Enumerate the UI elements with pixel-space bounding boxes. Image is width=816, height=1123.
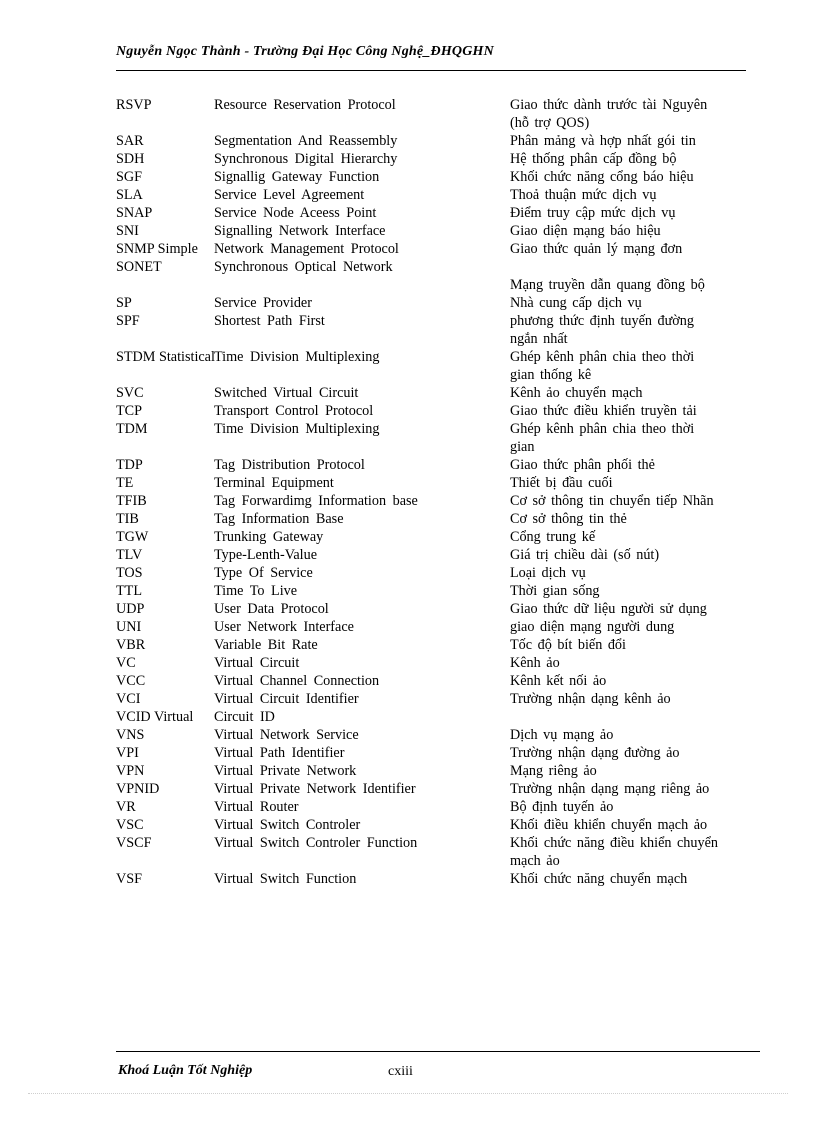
vietnamese-term: Bộ định tuyến ảo [510,799,614,815]
abbreviation-row [116,636,736,654]
abbreviation: TOS [116,565,143,581]
abbreviation: SNI [116,223,139,239]
vietnamese-term: Giao thức điều khiển truyền tải [510,403,697,419]
abbreviation: VSCF [116,835,152,851]
vietnamese-term: Dịch vụ mạng ảo [510,727,614,743]
abbreviation: SGF [116,169,143,185]
abbreviation: TGW [116,529,149,545]
english-term: Service Node Aceess Point [214,205,377,221]
abbreviation: SP [116,295,132,311]
abbreviation-row [116,708,736,726]
vietnamese-term: Trường nhận dạng đường ảo [510,745,680,761]
vietnamese-term: Khối điều khiển chuyển mạch ảo [510,817,708,833]
english-term: Variable Bit Rate [214,637,318,653]
abbreviation: STDM Statistical [116,349,215,365]
abbreviation: SNMP Simple [116,241,198,257]
abbreviation-row [116,222,736,240]
english-term: Segmentation And Reassembly [214,133,398,149]
abbreviation-row [116,726,736,744]
abbreviation: SDH [116,151,145,167]
abbreviation-row [116,312,736,348]
footer-text: Khoá Luận Tốt Nghiệp [118,1063,253,1078]
abbreviation: UNI [116,619,142,635]
vietnamese-term: Cơ sở thông tin thẻ [510,511,627,527]
english-term: Virtual Router [214,799,299,815]
abbreviation: VBR [116,637,146,653]
abbreviation-row [116,96,736,132]
vietnamese-term: phương thức định tuyến đường ngắn nhất [510,313,694,348]
vietnamese-term: Khối chức năng điều khiển chuyển mạch ảo [510,835,718,870]
vietnamese-term: Tốc độ bít biến đổi [510,637,626,653]
abbreviation: TLV [116,547,143,563]
abbreviation: SNAP [116,205,153,221]
abbreviation-row [116,816,736,834]
abbreviation: VPNID [116,781,160,797]
abbreviation: SPF [116,313,140,329]
vietnamese-term: Ghép kênh phân chia theo thời gian thống kê [510,349,695,384]
abbreviation-row [116,618,736,636]
abbreviation: VR [116,799,136,815]
english-term: Signalling Network Interface [214,223,386,239]
vietnamese-term: Loại dịch vụ [510,565,586,581]
page-break-line [28,1093,788,1094]
abbreviation-row [116,600,736,618]
abbreviation-row [116,186,736,204]
abbreviation-list [116,96,736,888]
abbreviation-row [116,870,736,888]
vietnamese-term: Ghép kênh phân chia theo thời gian [510,421,695,456]
vietnamese-term: Giao thức quản lý mạng đơn [510,241,683,257]
abbreviation-row [116,132,736,150]
abbreviation-row [116,528,736,546]
abbreviation-row [116,762,736,780]
abbreviation: TIB [116,511,139,527]
abbreviation-row [116,474,736,492]
vietnamese-term: Khối chức năng cổng báo hiệu [510,169,694,185]
abbreviation: TTL [116,583,142,599]
vietnamese-term: Giá trị chiều dài (số nút) [510,547,660,563]
abbreviation: TE [116,475,134,491]
abbreviation-row [116,744,736,762]
english-term: Tag Forwardimg Information base [214,493,418,509]
english-term: Synchronous Optical Network [214,259,393,275]
abbreviation-row [116,780,736,798]
vietnamese-term: Nhà cung cấp dịch vụ [510,295,642,311]
abbreviation-row [116,546,736,564]
english-term: Virtual Switch Controler [214,817,361,833]
abbreviation: VCID Virtual [116,709,194,725]
vietnamese-term: Mạng riêng ảo [510,763,597,779]
english-term: Type-Lenth-Value [214,547,318,563]
english-term: Time Division Multiplexing [214,421,380,437]
english-term: Transport Control Protocol [214,403,374,419]
abbreviation: VPN [116,763,145,779]
english-term: Time Division Multiplexing [214,349,380,365]
abbreviation-row [116,258,736,294]
english-term: Switched Virtual Circuit [214,385,359,401]
vietnamese-term: giao diện mạng người dung [510,619,675,635]
abbreviation-row [116,834,736,870]
abbreviation-row [116,384,736,402]
english-term: Virtual Private Network Identifier [214,781,416,797]
page-number: cxiii [388,1064,413,1079]
english-term: Virtual Private Network [214,763,357,779]
vietnamese-term: Giao thức dành trước tài Nguyên (hỗ trợ QOS) [510,97,708,132]
vietnamese-term: Trường nhận dạng kênh ảo [510,691,671,707]
english-term: User Network Interface [214,619,354,635]
english-term: Time To Live [214,583,298,599]
english-term: Resource Reservation Protocol [214,97,396,113]
english-term: Virtual Path Identifier [214,745,345,761]
abbreviation: TCP [116,403,143,419]
vietnamese-term: Kênh ảo chuyển mạch [510,385,643,401]
english-term: Virtual Network Service [214,727,359,743]
abbreviation: VSC [116,817,144,833]
vietnamese-term: Điểm truy cập mức dịch vụ [510,205,676,221]
english-term: User Data Protocol [214,601,329,617]
abbreviation: VSF [116,871,143,887]
vietnamese-term: Trường nhận dạng mạng riêng ảo [510,781,710,797]
vietnamese-term: Phân mảng và hợp nhất gói tin [510,133,696,149]
abbreviation-row [116,690,736,708]
abbreviation: TDM [116,421,148,437]
abbreviation-row [116,798,736,816]
abbreviation-row [116,402,736,420]
abbreviation-row [116,654,736,672]
vietnamese-term: Kênh ảo [510,655,560,671]
vietnamese-term: Thiết bị đầu cuối [510,475,613,491]
english-term: Virtual Switch Function [214,871,357,887]
abbreviation-row [116,510,736,528]
abbreviation-row [116,456,736,474]
english-term: Service Level Agreement [214,187,365,203]
english-term: Shortest Path First [214,313,325,329]
abbreviation: RSVP [116,97,152,113]
english-term: Synchronous Digital Hierarchy [214,151,398,167]
abbreviation: TFIB [116,493,147,509]
abbreviation-row [116,492,736,510]
english-term: Circuit ID [214,709,275,725]
abbreviation-row [116,240,736,258]
abbreviation: VNS [116,727,145,743]
abbreviation-row [116,582,736,600]
header-rule [116,70,746,71]
abbreviation-row [116,420,736,456]
vietnamese-term: Cơ sở thông tin chuyển tiếp Nhãn [510,493,714,509]
english-term: Tag Information Base [214,511,344,527]
footer-rule [116,1051,760,1052]
abbreviation: SONET [116,259,162,275]
vietnamese-term: Khối chức năng chuyển mạch [510,871,688,887]
abbreviation-row [116,204,736,222]
english-term: Type Of Service [214,565,313,581]
english-term: Virtual Switch Controler Function [214,835,418,851]
abbreviation-row [116,672,736,690]
english-term: Virtual Channel Connection [214,673,380,689]
vietnamese-term: Cổng trung kế [510,529,596,545]
abbreviation: SVC [116,385,144,401]
abbreviation: VPI [116,745,139,761]
vietnamese-term: Kênh kết nối ảo [510,673,607,689]
abbreviation: VCC [116,673,146,689]
english-term: Virtual Circuit Identifier [214,691,359,707]
abbreviation: TDP [116,457,143,473]
english-term: Signallig Gateway Function [214,169,380,185]
abbreviation-row [116,294,736,312]
abbreviation-row [116,564,736,582]
abbreviation-row [116,168,736,186]
header-text: Nguyễn Ngọc Thành - Trường Đại Học Công Nghệ_ĐHQGHN [116,44,494,59]
vietnamese-term: Giao diện mạng báo hiệu [510,223,661,239]
abbreviation: SLA [116,187,143,203]
vietnamese-term: Hệ thống phân cấp đồng bộ [510,151,677,167]
abbreviation-row [116,348,736,384]
english-term: Trunking Gateway [214,529,324,545]
abbreviation: UDP [116,601,145,617]
english-term: Network Management Protocol [214,241,399,257]
english-term: Service Provider [214,295,312,311]
vietnamese-term: Thời gian sống [510,583,600,599]
vietnamese-term: Thoả thuận mức dịch vụ [510,187,657,203]
vietnamese-term: Giao thức dữ liệu người sử dụng [510,601,707,617]
english-term: Tag Distribution Protocol [214,457,365,473]
abbreviation: VC [116,655,136,671]
vietnamese-term: Mạng truyền dẫn quang đồng bộ [510,277,705,293]
english-term: Terminal Equipment [214,475,334,491]
english-term: Virtual Circuit [214,655,300,671]
vietnamese-term: Giao thức phân phối thẻ [510,457,655,473]
abbreviation: VCI [116,691,141,707]
abbreviation-row [116,150,736,168]
abbreviation: SAR [116,133,144,149]
